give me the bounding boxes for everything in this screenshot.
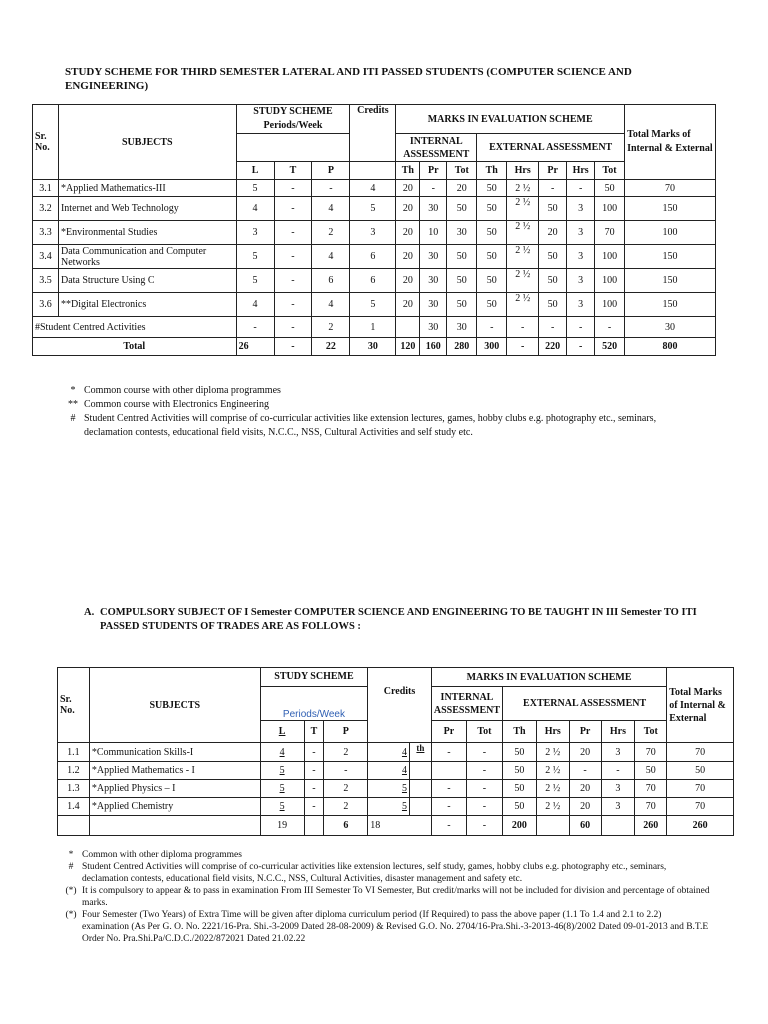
header-ext-th: Th (503, 721, 537, 743)
cell-sub: *Applied Mathematics - I (89, 762, 260, 780)
cell-p: 22 (312, 338, 350, 356)
cell-cr: 4 (368, 743, 410, 762)
cell-l: 4 (236, 293, 274, 317)
cell-sr: 3.3 (33, 221, 59, 245)
cell-ith: 20 (396, 293, 420, 317)
cell-sr: 3.1 (33, 180, 59, 197)
cell-ehrs (536, 816, 569, 836)
cell-ith (409, 798, 431, 816)
cell-ehrs2: 3 (567, 269, 595, 293)
document-title: STUDY SCHEME FOR THIRD SEMESTER LATERAL AND ITI PASSED STUDENTS (COMPUTER SCIENCE AND ENGINEERING) (65, 66, 632, 92)
cell-tot: 150 (625, 245, 716, 269)
cell-ehrs: 2 ½ (507, 221, 539, 245)
header-periods-cell (260, 687, 368, 721)
cell-cr: 5 (350, 293, 396, 317)
cell-sub: **Digital Electronics (58, 293, 236, 317)
cell-ehrs2: 3 (567, 221, 595, 245)
header-p: P (312, 162, 350, 180)
cell-eth: 50 (477, 245, 507, 269)
cell-ehrs: 2 ½ (536, 780, 569, 798)
cell-cr: 5 (368, 798, 410, 816)
cell-tot: 150 (625, 197, 716, 221)
cell-ehrs2: 3 (601, 780, 635, 798)
cell-epr: 20 (539, 221, 567, 245)
cell-itot: - (466, 743, 502, 762)
cell-sr: 3.4 (33, 245, 59, 269)
cell-sub: *Applied Physics – I (89, 780, 260, 798)
cell-ipr: 160 (420, 338, 447, 356)
cell-sub: Data Communication and Computer Networks (58, 245, 236, 269)
cell-sub: *Communication Skills-I (89, 743, 260, 762)
table-row-sca (33, 317, 716, 338)
cell-tot: 70 (667, 780, 734, 798)
cell-tot: 260 (667, 816, 734, 836)
header-ext-pr: Pr (569, 721, 601, 743)
note-item (60, 885, 710, 909)
cell-p: 6 (324, 816, 368, 836)
header-int-tot: Tot (447, 162, 477, 180)
cell-sr: 1.3 (58, 780, 90, 798)
note-text: Common course with other diploma programmes (84, 385, 281, 396)
cell-t (304, 816, 324, 836)
header-int-pr: Pr (420, 162, 447, 180)
header-marks: MARKS IN EVALUATION SCHEME (431, 668, 666, 687)
cell-itot: - (466, 780, 502, 798)
table-row (33, 221, 716, 245)
cell-itot: 50 (447, 197, 477, 221)
note-marker: # (68, 862, 74, 872)
cell-t: - (304, 743, 324, 762)
cell-ith: th (409, 743, 431, 762)
cell-epr: - (539, 317, 567, 338)
note-marker: * (68, 850, 74, 860)
header-sr: Sr. No. (58, 668, 90, 743)
cell-t: - (304, 762, 324, 780)
header-marks: MARKS IN EVALUATION SCHEME (396, 105, 625, 134)
cell-l: 5 (260, 762, 304, 780)
note-text: It is compulsory to appear & to pass in examination From III Semester To VI Semester, But credit/marks will not be included for division and percentage of obtained marks. (82, 886, 710, 908)
cell-ipr (431, 762, 466, 780)
cell-ipr: - (420, 180, 447, 197)
cell-ith: 120 (396, 338, 420, 356)
note-item (62, 398, 692, 412)
cell-p: 6 (312, 269, 350, 293)
cell-ehrs: 2 ½ (507, 269, 539, 293)
cell-t: - (274, 317, 312, 338)
cell-total-label: Total (33, 338, 237, 356)
cell-sub: *Applied Chemistry (89, 798, 260, 816)
table-row-total (58, 816, 734, 836)
cell-itot: 50 (447, 245, 477, 269)
cell-l: 19 (260, 816, 304, 836)
cell-ipr: 30 (420, 317, 447, 338)
header-int-tot: Tot (466, 721, 502, 743)
header-external: EXTERNAL ASSESSMENT (503, 687, 667, 721)
header-t: T (304, 721, 324, 743)
cell-sub: #Student Centred Activities (33, 317, 237, 338)
cell-cr: 6 (350, 269, 396, 293)
header-ext-tot: Tot (635, 721, 667, 743)
cell-etot: 70 (635, 780, 667, 798)
cell-ith: 20 (396, 180, 420, 197)
cell-itot: 30 (447, 317, 477, 338)
cell-itot: - (466, 816, 502, 836)
cell-ehrs: 2 ½ (536, 743, 569, 762)
section-a-marker: A. (84, 607, 95, 618)
cell-tot: 150 (625, 293, 716, 317)
cell-sub (89, 816, 260, 836)
cell-sub: Data Structure Using C (58, 269, 236, 293)
header-total: Total Marks of Internal & External (625, 105, 716, 180)
cell-etot: 70 (635, 743, 667, 762)
header-l: L (236, 162, 274, 180)
cell-etot: 70 (595, 221, 625, 245)
cell-l: 5 (236, 180, 274, 197)
cell-t: - (274, 293, 312, 317)
cell-cr: 3 (350, 221, 396, 245)
cell-ehrs: 2 ½ (536, 762, 569, 780)
cell-sr: 3.6 (33, 293, 59, 317)
cell-cr: 5 (350, 197, 396, 221)
cell-etot: 100 (595, 197, 625, 221)
cell-etot: 520 (595, 338, 625, 356)
cell-ehrs2: 3 (567, 245, 595, 269)
table-row (58, 798, 734, 816)
cell-cr: 30 (350, 338, 396, 356)
cell-epr: - (569, 762, 601, 780)
cell-p: 2 (324, 780, 368, 798)
cell-epr: 60 (569, 816, 601, 836)
cell-eth: 50 (477, 293, 507, 317)
cell-ehrs2: 3 (567, 197, 595, 221)
cell-l: - (236, 317, 274, 338)
cell-sr: 1.2 (58, 762, 90, 780)
header-ext-hrs2: Hrs (601, 721, 635, 743)
cell-ith: 20 (396, 245, 420, 269)
cell-etot: 100 (595, 269, 625, 293)
header-ext-hrs: Hrs (536, 721, 569, 743)
cell-eth: 50 (477, 269, 507, 293)
header-periods: Periods/Week (282, 709, 345, 720)
cell-l: 4 (236, 197, 274, 221)
cell-epr: 220 (539, 338, 567, 356)
header-credits: Credits (350, 105, 396, 162)
cell-t: - (274, 245, 312, 269)
cell-p: - (324, 762, 368, 780)
note-marker: (*) (65, 886, 77, 896)
cell-tot: 50 (667, 762, 734, 780)
note-item (62, 384, 692, 398)
cell-eth: - (477, 317, 507, 338)
cell-etot: 100 (595, 245, 625, 269)
cell-ehrs: 2 ½ (507, 180, 539, 197)
cell-epr: 50 (539, 293, 567, 317)
note-text: Student Centred Activities will comprise of co-curricular activities like extension lectures, games, hobby clubs e.g. photography etc., seminars, declamation contests, educational field visits, N.C.C., NSS, Cultural Activities and self study etc. (84, 413, 657, 438)
header-subjects: SUBJECTS (89, 668, 260, 743)
cell-l: 5 (236, 245, 274, 269)
cell-cr: 18 (368, 816, 432, 836)
cell-ehrs2: 3 (601, 798, 635, 816)
cell-p: 2 (312, 221, 350, 245)
study-scheme-table-3rd-sem (32, 104, 716, 356)
note-item (60, 909, 710, 945)
cell-cr: 5 (368, 780, 410, 798)
cell-itot: 280 (447, 338, 477, 356)
header-credits-blank (350, 162, 396, 180)
cell-itot: 20 (447, 180, 477, 197)
cell-l: 5 (260, 780, 304, 798)
cell-ipr: - (431, 816, 466, 836)
note-text: Student Centred Activities will comprise of co-curricular activities like extension lectures, self study, games, hobby clubs e.g. photography etc., seminars, declamation contests, educational field visits, N.C.C., NSS, Cultural Activities, disaster management and safety etc. (82, 862, 667, 884)
cell-ith (396, 317, 420, 338)
note-marker: * (70, 385, 76, 396)
cell-sub: *Environmental Studies (58, 221, 236, 245)
cell-epr: 50 (539, 245, 567, 269)
cell-t: - (304, 780, 324, 798)
cell-etot: 70 (635, 798, 667, 816)
cell-ith: 20 (396, 221, 420, 245)
header-l: L (260, 721, 304, 743)
cell-p: 4 (312, 197, 350, 221)
note-item (62, 412, 692, 440)
cell-tot: 70 (625, 180, 716, 197)
header-ext-th: Th (477, 162, 507, 180)
compulsory-subjects-table (57, 667, 734, 836)
cell-eth: 50 (503, 743, 537, 762)
cell-ehrs: 2 ½ (536, 798, 569, 816)
header-study-scheme: STUDY SCHEME (260, 668, 368, 687)
cell-epr: - (539, 180, 567, 197)
cell-ehrs2: 3 (567, 293, 595, 317)
cell-eth: 300 (477, 338, 507, 356)
cell-eth: 50 (503, 780, 537, 798)
cell-tot: 800 (625, 338, 716, 356)
cell-eth: 50 (477, 180, 507, 197)
cell-ehrs2: - (567, 317, 595, 338)
note-text: Four Semester (Two Years) of Extra Time will be given after diploma curriculum period (If Required) to pass the above paper (1.1 To 1.4 and 2.1 to 2.2) examination (As Per G. O. No. 2221/16-Pra. Shi.-3-2009 Dated 28-08-2009) & Revised G.O. No. 2704/16-Pra.Shi.-3-2013-46(8)/2002 Dated 09-01-2013 and B.T.E Order No. Pra.Shi.Pa/C.D.C./2022/872021 Dated 21.02.22 (82, 910, 709, 944)
cell-cr: 1 (350, 317, 396, 338)
cell-ith (409, 762, 431, 780)
cell-sub: *Applied Mathematics-III (58, 180, 236, 197)
cell-eth: 50 (503, 762, 537, 780)
cell-l: 3 (236, 221, 274, 245)
cell-t: - (274, 180, 312, 197)
cell-ipr: 30 (420, 293, 447, 317)
table-row-total (33, 338, 716, 356)
cell-itot: 50 (447, 293, 477, 317)
cell-epr: 50 (539, 269, 567, 293)
header-external: EXTERNAL ASSESSMENT (477, 134, 625, 162)
table-row (58, 743, 734, 762)
table-row (33, 197, 716, 221)
notes-table-2 (60, 849, 710, 945)
cell-etot: - (595, 317, 625, 338)
note-text: Common with other diploma programmes (82, 850, 242, 860)
header-ext-hrs: Hrs (507, 162, 539, 180)
note-marker: (*) (65, 910, 77, 920)
header-study-cont (236, 134, 350, 162)
note-text: Common course with Electronics Engineering (84, 399, 269, 410)
cell-epr: 20 (569, 780, 601, 798)
cell-ipr: 30 (420, 269, 447, 293)
cell-sub: Internet and Web Technology (58, 197, 236, 221)
header-ext-pr: Pr (539, 162, 567, 180)
cell-sr: 3.5 (33, 269, 59, 293)
cell-tot: 150 (625, 269, 716, 293)
table-row (33, 245, 716, 269)
header-sr: Sr. No. (33, 105, 59, 180)
cell-l: 4 (260, 743, 304, 762)
note-marker: # (70, 413, 76, 424)
note-marker: ** (68, 399, 78, 410)
header-subjects: SUBJECTS (58, 105, 236, 180)
cell-tot: 70 (667, 743, 734, 762)
cell-ith: 20 (396, 197, 420, 221)
cell-l: 5 (260, 798, 304, 816)
cell-p: 2 (324, 743, 368, 762)
table-row (33, 293, 716, 317)
cell-t: - (274, 338, 312, 356)
header-study-scheme: STUDY SCHEME Periods/Week (236, 105, 350, 134)
cell-eth: 50 (503, 798, 537, 816)
cell-sr (58, 816, 90, 836)
notes-table-1 (62, 384, 692, 440)
cell-ehrs: 2 ½ (507, 197, 539, 221)
cell-ipr: 30 (420, 245, 447, 269)
cell-l: 5 (236, 269, 274, 293)
cell-ehrs2: - (567, 338, 595, 356)
cell-ipr: - (431, 743, 466, 762)
cell-cr: 6 (350, 245, 396, 269)
cell-epr: 50 (539, 197, 567, 221)
cell-tot: 100 (625, 221, 716, 245)
cell-epr: 20 (569, 798, 601, 816)
header-ext-tot: Tot (595, 162, 625, 180)
cell-cr: 4 (368, 762, 410, 780)
cell-itot: 30 (447, 221, 477, 245)
cell-etot: 100 (595, 293, 625, 317)
cell-t: - (274, 269, 312, 293)
cell-itot: 50 (447, 269, 477, 293)
cell-ith: 20 (396, 269, 420, 293)
table-row (33, 180, 716, 197)
cell-cr: 4 (350, 180, 396, 197)
cell-ehrs: - (507, 338, 539, 356)
cell-p: 2 (324, 798, 368, 816)
cell-t: - (274, 221, 312, 245)
header-p: P (324, 721, 368, 743)
cell-l: 26 (236, 338, 274, 356)
cell-p: 2 (312, 317, 350, 338)
cell-t: - (274, 197, 312, 221)
cell-p: 4 (312, 293, 350, 317)
cell-ipr: - (431, 798, 466, 816)
cell-etot: 50 (595, 180, 625, 197)
cell-ith (409, 780, 431, 798)
header-internal: INTERNAL ASSESSMENT (396, 134, 477, 162)
cell-p: 4 (312, 245, 350, 269)
table-row (58, 762, 734, 780)
header-credits: Credits (368, 668, 432, 743)
cell-p: - (312, 180, 350, 197)
cell-eth: 50 (477, 221, 507, 245)
cell-ipr: 10 (420, 221, 447, 245)
cell-ehrs2 (601, 816, 635, 836)
cell-ipr: 30 (420, 197, 447, 221)
header-internal: INTERNAL ASSESSMENT (431, 687, 502, 721)
cell-tot: 30 (625, 317, 716, 338)
cell-epr: 20 (569, 743, 601, 762)
header-total: Total Marks of Internal & External (667, 668, 734, 743)
header-t: T (274, 162, 312, 180)
cell-etot: 50 (635, 762, 667, 780)
cell-eth: 50 (477, 197, 507, 221)
cell-ehrs: 2 ½ (507, 293, 539, 317)
section-a-text: COMPULSORY SUBJECT OF I Semester COMPUTER SCIENCE AND ENGINEERING TO BE TAUGHT IN III Semester TO ITI PASSED STUDENTS OF TRADES ARE AS FOLLOWS : (100, 607, 697, 632)
table-row (58, 780, 734, 798)
cell-itot: - (466, 762, 502, 780)
note-item (60, 849, 710, 861)
cell-sr: 3.2 (33, 197, 59, 221)
cell-ehrs: - (507, 317, 539, 338)
cell-t: - (304, 798, 324, 816)
cell-ehrs: 2 ½ (507, 245, 539, 269)
note-item (60, 861, 710, 885)
cell-etot: 260 (635, 816, 667, 836)
header-int-th: Th (396, 162, 420, 180)
cell-itot: - (466, 798, 502, 816)
table-row (33, 269, 716, 293)
cell-eth: 200 (503, 816, 537, 836)
header-ext-hrs2: Hrs (567, 162, 595, 180)
cell-ehrs2: 3 (601, 743, 635, 762)
cell-ipr: - (431, 780, 466, 798)
cell-ehrs2: - (601, 762, 635, 780)
header-int-pr: Pr (431, 721, 466, 743)
section-a-heading (84, 606, 724, 634)
cell-sr: 1.1 (58, 743, 90, 762)
cell-tot: 70 (667, 798, 734, 816)
cell-ehrs2: - (567, 180, 595, 197)
cell-sr: 1.4 (58, 798, 90, 816)
